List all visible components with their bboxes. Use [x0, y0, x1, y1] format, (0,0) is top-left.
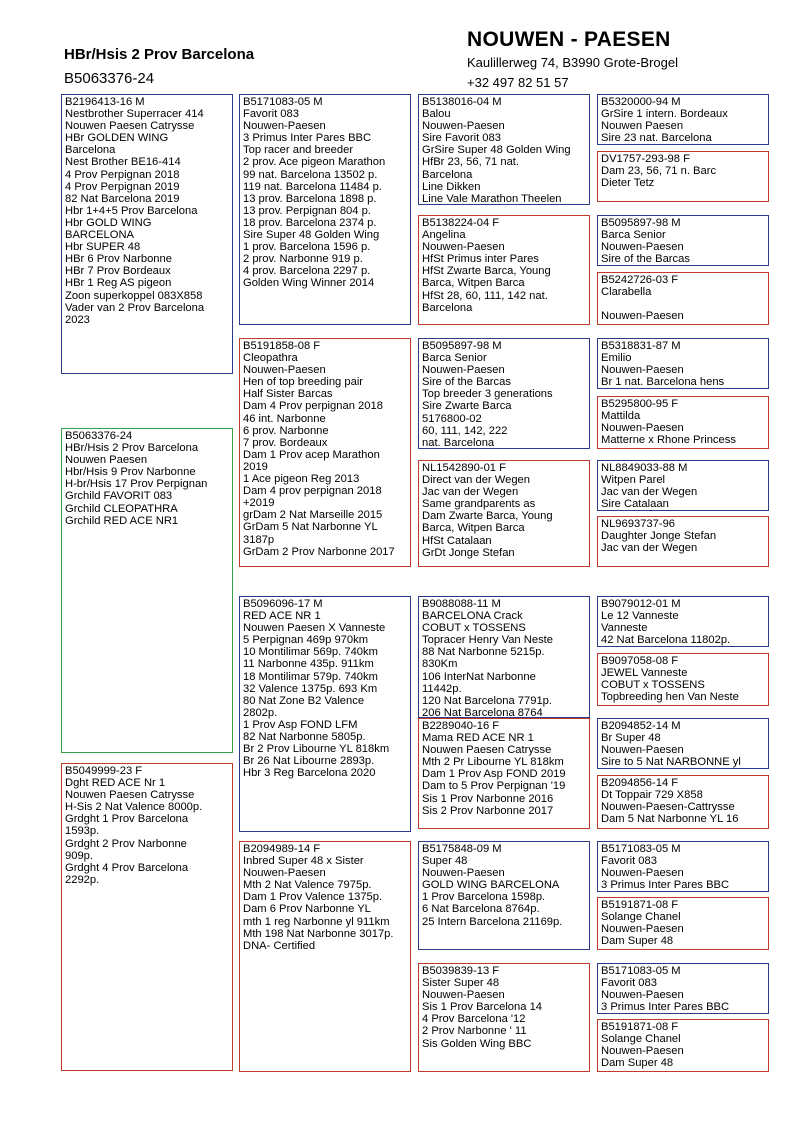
card-line: Br Super 48: [601, 732, 661, 745]
card-line: Grdght 1 Prov Barcelona: [65, 813, 189, 826]
pedigree-card-c3-8: [418, 963, 590, 1072]
owner-phone: +32 497 82 51 57: [467, 75, 569, 90]
card-line: HfBr 23, 56, 71 nat.: [422, 156, 520, 169]
ring-number: B5138224-04 F: [422, 217, 500, 229]
card-line: Nouwen-Paesen-Cattrysse: [601, 801, 735, 814]
card-line: 106 InterNat Narbonne: [422, 670, 536, 683]
card-line: Mth 2 Pr Libourne YL 818km: [422, 756, 564, 769]
card-line: Barcelona: [422, 301, 473, 314]
card-line: Nouwen-Paesen: [601, 923, 684, 936]
card-line: Nouwen Paesen Catrysse: [422, 744, 552, 757]
card-line: Nouwen-Paesen: [243, 120, 326, 133]
card-line: 10 Montilimar 569p. 740km: [243, 646, 378, 659]
card-line: HfSt Catalaan: [422, 534, 492, 547]
card-line: Same grandparents as: [422, 498, 536, 511]
card-line: 5176800-02: [422, 412, 482, 425]
card-line: Direct van der Wegen: [422, 474, 530, 487]
card-line: Barca, Witpen Barca: [422, 522, 525, 535]
card-line: Mth 198 Nat Narbonne 3017p.: [243, 927, 394, 940]
card-line: Nouwen Paesen Catrysse: [65, 120, 195, 133]
card-line: mth 1 reg Narbonne yl 911km: [243, 915, 390, 928]
card-line: 1 Prov Asp FOND LFM: [243, 718, 358, 731]
pedigree-card-c4-3: [597, 215, 769, 266]
ring-number: NL8849033-88 M: [601, 462, 688, 474]
card-line: 1593p.: [65, 825, 100, 838]
pedigree-card-c3-6: [418, 718, 590, 829]
card-line: 99 nat. Barcelona 13502 p.: [243, 168, 378, 181]
pedigree-card-c4-16: [597, 1019, 769, 1072]
ring-number: B5242726-03 F: [601, 274, 679, 286]
card-line: Barca Senior: [601, 229, 666, 242]
card-line: Nouwen-Paesen: [422, 241, 505, 254]
card-line: Top racer and breeder: [243, 144, 354, 157]
card-line: Nouwen-Paesen: [601, 310, 684, 323]
card-line: Daughter Jonge Stefan: [601, 530, 717, 543]
card-line: Nouwen Paesen Catrysse: [65, 789, 195, 802]
card-line: Topracer Henry Van Neste: [422, 634, 553, 647]
card-line: 7 prov. Bordeaux: [243, 436, 328, 449]
card-line: Sis Golden Wing BBC: [422, 1037, 532, 1050]
card-line: 2023: [65, 313, 90, 326]
card-line: Sis 1 Prov Narbonne 2016: [422, 792, 554, 805]
pedigree-card-c3-5: [418, 596, 590, 718]
owner-address: Kaulillerweg 74, B3990 Grote-Brogel: [467, 55, 679, 70]
ring-number: B5095897-98 M: [422, 340, 502, 352]
card-line: Jac van der Wegen: [422, 486, 519, 499]
card-line: Sis 1 Prov Barcelona 14: [422, 1001, 543, 1014]
card-line: Cleopathra: [243, 352, 298, 365]
pedigree-card-c4-6: [597, 396, 769, 449]
card-line: Nouwen-Paesen: [601, 867, 684, 880]
card-line: HBr 6 Prov Narbonne: [65, 253, 172, 266]
card-line: BARCELONA Crack: [422, 610, 523, 623]
card-line: 42 Nat Barcelona 11802p.: [601, 634, 731, 647]
card-line: Top breeder 3 generations: [422, 388, 553, 401]
card-line: 3 Primus Inter Pares BBC: [601, 879, 730, 892]
pedigree-card-c4-7: [597, 460, 769, 511]
card-line: Line Vale Marathon Theelen: [422, 192, 562, 205]
card-line: Barcelona: [422, 168, 473, 181]
card-line: 82 Nat Narbonne 5805p.: [243, 731, 366, 744]
ring-number: B9079012-01 M: [601, 598, 681, 610]
card-line: Dam 1 Prov acep Marathon: [243, 448, 380, 461]
card-line: Favorit 083: [243, 108, 299, 121]
card-line: Grchild CLEOPATHRA: [65, 502, 178, 515]
ring-number: B5191871-08 F: [601, 899, 679, 911]
card-line: HfSt 28, 60, 111, 142 nat.: [422, 289, 548, 302]
pedigree-card-c4-13: [597, 841, 769, 892]
owner-name: NOUWEN - PAESEN: [467, 28, 671, 51]
ring-number: DV1757-293-98 F: [601, 153, 690, 165]
card-line: 119 nat. Barcelona 11484 p.: [243, 180, 382, 193]
card-line: Br 2 Prov Libourne YL 818km: [243, 743, 390, 756]
card-line: Hbr SUPER 48: [65, 241, 141, 254]
ring-number: B5039839-13 F: [422, 965, 500, 977]
card-line: COBUT x TOSSENS: [601, 679, 705, 692]
card-line: Nest Brother BE16-414: [65, 156, 181, 169]
card-line: GOLD WING BARCELONA: [422, 879, 560, 892]
ring-number: B2094989-14 F: [243, 843, 321, 855]
card-line: H-Sis 2 Nat Valence 8000p.: [65, 801, 203, 814]
card-line: 11442p.: [422, 682, 462, 695]
card-line: 80 Nat Zone B2 Valence: [243, 694, 365, 707]
card-line: Mattilda: [601, 410, 641, 423]
card-line: Sire to 5 Nat NARBONNE yl: [601, 756, 741, 769]
card-line: 46 int. Narbonne: [243, 412, 326, 425]
ring-number: B9097058-08 F: [601, 655, 679, 667]
card-line: 6 prov. Narbonne: [243, 424, 329, 437]
ring-number: B2094856-14 F: [601, 777, 679, 789]
card-line: RED ACE NR 1: [243, 610, 321, 623]
card-line: 82 Nat Barcelona 2019: [65, 192, 180, 205]
card-line: Solange Chanel: [601, 911, 681, 924]
card-line: Sire of the Barcas: [422, 376, 511, 389]
card-line: 2 prov. Narbonne 919 p.: [243, 253, 363, 266]
card-line: Hbr GOLD WING: [65, 216, 152, 229]
card-line: Nouwen Paesen: [601, 120, 684, 133]
pedigree-bird-ring: B5063376-24: [64, 70, 155, 87]
ring-number: B2094852-14 M: [601, 720, 681, 732]
card-line: 1 Prov Barcelona 1598p.: [422, 891, 546, 904]
card-line: GrSire 1 intern. Bordeaux: [601, 108, 728, 121]
card-line: Sis 2 Prov Narbonne 2017: [422, 804, 554, 817]
card-line: 206 Nat Barcelona 8764: [422, 706, 543, 718]
card-line: HfSt Zwarte Barca, Young: [422, 265, 551, 278]
card-line: Nouwen-Paesen: [601, 989, 684, 1002]
card-line: Dt Toppair 729 X858: [601, 789, 703, 802]
pedigree-card-c4-2: [597, 151, 769, 202]
card-line: Grchild RED ACE NR1: [65, 514, 179, 527]
card-line: Nouwen Paesen: [65, 454, 148, 467]
ring-number: B5049999-23 F: [65, 765, 143, 777]
card-line: Matterne x Rhone Princess: [601, 434, 736, 447]
pedigree-card-c4-12: [597, 775, 769, 829]
card-line: Hbr/Hsis 9 Prov Narbonne: [65, 466, 196, 479]
pedigree-card-c3-2: [418, 215, 590, 325]
card-line: Sire Catalaan: [601, 498, 669, 511]
ring-number: B5138016-04 M: [422, 96, 502, 108]
card-line: Hbr 3 Reg Barcelona 2020: [243, 767, 376, 780]
card-line: 830Km: [422, 658, 458, 671]
card-line: nat. Barcelona: [422, 436, 495, 449]
card-line: +2019: [243, 497, 275, 510]
card-line: Nouwen-Paesen: [243, 364, 326, 377]
card-line: Dam 23, 56, 71 n. Barc: [601, 165, 717, 178]
card-line: Line Dikken: [422, 180, 481, 193]
ring-number: NL1542890-01 F: [422, 462, 506, 474]
pedigree-card-c4-14: [597, 897, 769, 950]
card-line: Vader van 2 Prov Barcelona: [65, 301, 205, 314]
card-line: JEWEL Vanneste: [601, 667, 688, 680]
pedigree-card-dam: [61, 763, 233, 1071]
card-line: Nouwen-Paesen: [243, 867, 326, 880]
pedigree-card-c4-15: [597, 963, 769, 1014]
card-line: Dam 5 Nat Narbonne YL 16: [601, 813, 739, 826]
pedigree-card-c4-1: [597, 94, 769, 145]
card-line: Sire 23 nat. Barcelona: [601, 132, 712, 145]
card-line: Dam 1 Prov Valence 1375p.: [243, 891, 383, 904]
card-line: BARCELONA: [65, 229, 135, 242]
card-line: GrDam 5 Nat Narbonne YL: [243, 521, 378, 534]
card-line: Sister Super 48: [422, 977, 500, 990]
card-line: 1 prov. Barcelona 1596 p.: [243, 241, 371, 254]
card-line: 2 prov. Ace pigeon Marathon: [243, 156, 386, 169]
card-line: HfSt Primus inter Pares: [422, 253, 539, 266]
card-line: Dieter Tetz: [601, 177, 655, 190]
ring-number: B5320000-94 M: [601, 96, 681, 108]
card-line: 120 Nat Barcelona 7791p.: [422, 694, 552, 707]
ring-number: B5171083-05 M: [601, 965, 681, 977]
card-line: Le 12 Vanneste: [601, 610, 679, 623]
card-line: Topbreeding hen Van Neste: [601, 691, 739, 704]
card-line: Solange Chanel: [601, 1033, 681, 1046]
card-line: Hen of top breeding pair: [243, 376, 364, 389]
card-line: Mama RED ACE NR 1: [422, 732, 534, 745]
card-line: 2802p.: [243, 706, 278, 719]
card-line: Balou: [422, 108, 451, 121]
card-line: 4 Prov Barcelona '12: [422, 1013, 526, 1026]
card-line: Favorit 083: [601, 855, 657, 868]
card-line: Inbred Super 48 x Sister: [243, 855, 364, 868]
ring-number: B5175848-09 M: [422, 843, 502, 855]
card-line: Nouwen-Paesen: [422, 364, 505, 377]
ring-number: B2196413-16 M: [65, 96, 145, 108]
card-line: HBr 1 Reg AS pigeon: [65, 277, 172, 290]
card-line: Emilio: [601, 352, 632, 365]
card-line: 18 Montilimar 579p. 740km: [243, 670, 378, 683]
card-line: Barcelona: [65, 144, 116, 157]
card-line: HBr GOLDEN WING: [65, 132, 169, 145]
card-line: 3 Primus Inter Pares BBC: [601, 1001, 730, 1014]
card-line: Sire of the Barcas: [601, 253, 690, 266]
card-line: 2292p.: [65, 873, 100, 886]
card-line: grDam 2 Nat Marseille 2015: [243, 509, 383, 522]
pedigree-card-c4-10: [597, 653, 769, 706]
card-line: Br 26 Nat Libourne 2893p.: [243, 755, 375, 768]
card-line: Nouwen Paesen X Vanneste: [243, 622, 386, 635]
card-line: Nouwen-Paesen: [601, 241, 684, 254]
card-line: Super 48: [422, 855, 468, 868]
card-line: Dam 6 Prov Narbonne YL: [243, 903, 371, 916]
card-line: Dam Zwarte Barca, Young: [422, 510, 553, 523]
card-line: Favorit 083: [601, 977, 657, 990]
card-line: 4 Prov Perpignan 2019: [65, 180, 180, 193]
ring-number: B2289040-16 F: [422, 720, 500, 732]
card-line: 18 prov. Barcelona 2374 p.: [243, 216, 377, 229]
card-line: Br 1 nat. Barcelona hens: [601, 376, 725, 389]
pedigree-card-c3-4: [418, 460, 590, 567]
card-line: Sire Zwarte Barca: [422, 400, 512, 413]
card-line: Dght RED ACE Nr 1: [65, 777, 166, 790]
card-line: HBr 7 Prov Bordeaux: [65, 265, 171, 278]
ring-number: B5171083-05 M: [601, 843, 681, 855]
card-line: GrSire Super 48 Golden Wing: [422, 144, 571, 157]
card-line: H-br/Hsis 17 Prov Perpignan: [65, 478, 208, 491]
card-line: GrDam 2 Prov Narbonne 2017: [243, 545, 395, 558]
card-line: Witpen Parel: [601, 474, 666, 487]
card-line: 4 Prov Perpignan 2018: [65, 168, 180, 181]
pedigree-card-c4-9: [597, 596, 769, 647]
card-line: 13 prov. Perpignan 804 p.: [243, 204, 371, 217]
card-line: 32 Valence 1375p. 693 Km: [243, 682, 378, 695]
pedigree-card-c4-8: [597, 516, 769, 567]
card-line: Nouwen-Paesen: [601, 1045, 684, 1058]
card-line: Barca Senior: [422, 352, 487, 365]
card-line: 13 prov. Barcelona 1898 p.: [243, 192, 377, 205]
pedigree-card-c4-4: [597, 272, 769, 325]
card-line: Clarabella: [601, 286, 652, 299]
pedigree-card-subject: [61, 428, 233, 753]
pedigree-card-c3-1: [418, 94, 590, 205]
card-line: 4 prov. Barcelona 2297 p.: [243, 265, 371, 278]
card-line: Sire Favorit 083: [422, 132, 501, 145]
card-line: Mth 2 Nat Valence 7975p.: [243, 879, 372, 892]
card-line: Grdght 4 Prov Barcelona: [65, 861, 189, 874]
card-line: Vanneste: [601, 622, 648, 635]
pedigree-bird-title: HBr/Hsis 2 Prov Barcelona: [64, 46, 255, 63]
card-line: Hbr 1+4+5 Prov Barcelona: [65, 204, 198, 217]
pedigree-card-c3-7: [418, 841, 590, 950]
card-line: Dam to 5 Prov Perpignan '19: [422, 780, 566, 793]
ring-number: B5295800-95 F: [601, 398, 679, 410]
ring-number: NL9693737-96: [601, 518, 676, 530]
ring-number: B5191858-08 F: [243, 340, 321, 352]
pedigree-card-c2-1: [239, 94, 411, 325]
ring-number: B5096096-17 M: [243, 598, 323, 610]
card-line: Sire Super 48 Golden Wing: [243, 229, 380, 242]
card-line: 25 Intern Barcelona 21169p.: [422, 915, 563, 928]
card-line: 1 Ace pigeon Reg 2013: [243, 473, 360, 486]
pedigree-card-c4-5: [597, 338, 769, 389]
card-line: 3 Primus Inter Pares BBC: [243, 132, 372, 145]
card-line: 5 Perpignan 469p 970km: [243, 634, 369, 647]
card-line: Nouwen-Paesen: [422, 120, 505, 133]
card-line: Nouwen-Paesen: [422, 989, 505, 1002]
pedigree-card-c2-4: [239, 841, 411, 1072]
card-line: Nouwen-Paesen: [601, 422, 684, 435]
card-line: Nouwen-Paesen: [422, 867, 505, 880]
card-line: HBr/Hsis 2 Prov Barcelona: [65, 442, 199, 455]
card-line: GrDt Jonge Stefan: [422, 546, 515, 559]
card-line: DNA- Certified: [243, 939, 316, 952]
card-line: 11 Narbonne 435p. 911km: [243, 658, 374, 671]
card-line: Half Sister Barcas: [243, 388, 333, 401]
pedigree-card-c2-3: [239, 596, 411, 832]
card-line: COBUT x TOSSENS: [422, 622, 526, 635]
ring-number: B5318831-87 M: [601, 340, 681, 352]
ring-number: B5063376-24: [65, 430, 133, 442]
card-line: Dam Super 48: [601, 1057, 674, 1070]
ring-number: B5095897-98 M: [601, 217, 681, 229]
pedigree-card-c4-11: [597, 718, 769, 769]
card-line: [601, 298, 765, 310]
card-line: Jac van der Wegen: [601, 542, 698, 555]
card-line: Angelina: [422, 229, 466, 242]
card-line: Dam 1 Prov Asp FOND 2019: [422, 768, 566, 781]
card-line: 88 Nat Narbonne 5215p.: [422, 646, 545, 659]
card-line: Nouwen-Paesen: [601, 364, 684, 377]
card-line: 60, 111, 142, 222: [422, 424, 508, 437]
card-line: 909p.: [65, 849, 93, 862]
card-line: Grdght 2 Prov Narbonne: [65, 837, 187, 850]
ring-number: B9088088-11 M: [422, 598, 501, 610]
card-line: Nestbrother Superracer 414: [65, 108, 204, 121]
card-line: Jac van der Wegen: [601, 486, 698, 499]
card-line: Golden Wing Winner 2014: [243, 277, 375, 290]
card-line: Nouwen-Paesen: [601, 744, 684, 757]
pedigree-card-c2-2: [239, 338, 411, 567]
ring-number: B5171083-05 M: [243, 96, 323, 108]
card-line: 3187p: [243, 533, 275, 546]
card-line: Grchild FAVORIT 083: [65, 490, 173, 503]
card-line: Zoon superkoppel 083X858: [65, 289, 203, 302]
card-line: 2019: [243, 460, 268, 473]
card-line: Dam Super 48: [601, 935, 674, 948]
card-line: Barca, Witpen Barca: [422, 277, 525, 290]
card-line: Dam 4 prov perpignan 2018: [243, 485, 382, 498]
card-line: Dam 4 Prov perpignan 2018: [243, 400, 383, 413]
card-line: 2 Prov Narbonne ' 11: [422, 1025, 527, 1038]
ring-number: B5191871-08 F: [601, 1021, 679, 1033]
pedigree-card-sire-side-ggsire: [61, 94, 233, 374]
pedigree-card-c3-3: [418, 338, 590, 449]
card-line: 6 Nat Barcelona 8764p.: [422, 903, 540, 916]
